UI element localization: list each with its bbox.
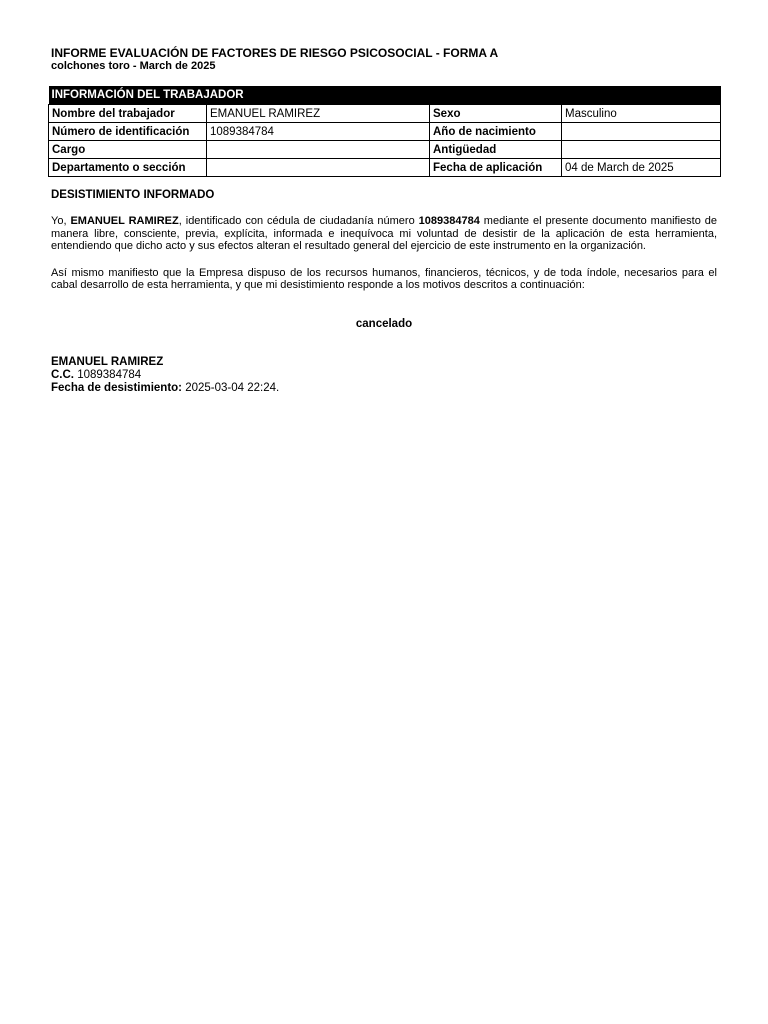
report-subtitle: colchones toro - March de 2025 xyxy=(51,60,216,72)
cc-label: C.C. xyxy=(51,368,74,381)
signature-id-line xyxy=(51,369,720,382)
row-label: Número de identificación xyxy=(49,123,207,141)
report-title: INFORME EVALUACIÓN DE FACTORES DE RIESGO PSICOSOCIAL - FORMA A xyxy=(51,46,499,60)
row-label: Año de nacimiento xyxy=(430,123,562,141)
withdrawal-title: DESISTIMIENTO INFORMADO xyxy=(51,189,215,201)
signature-name: EMANUEL RAMIREZ xyxy=(51,355,164,368)
withdrawal-reason: cancelado xyxy=(355,317,413,330)
withdrawal-paragraph-1 xyxy=(51,215,717,253)
row-label: Cargo xyxy=(49,141,207,159)
row-label: Departamento o sección xyxy=(49,159,207,177)
date-label: Fecha de desistimiento: xyxy=(51,381,183,394)
date-value: 2025-03-04 22:24. xyxy=(182,381,280,394)
table-row xyxy=(49,123,721,141)
worker-info-heading: INFORMACIÓN DEL TRABAJADOR xyxy=(49,86,721,105)
signature-date-line xyxy=(51,382,720,395)
withdrawal-paragraph-2: Así mismo manifiesto que la Empresa dispuso de los recursos humanos, financieros, técnicos, y de toda índole, necesarios para el cabal desarrollo de esta herramienta, y que mi desistimiento responde a los motivos descritos a continuación: xyxy=(51,266,717,291)
row-value: 1089384784 xyxy=(207,123,430,141)
p1-text-a: Yo, xyxy=(51,215,71,227)
row-label: Fecha de aplicación xyxy=(430,159,562,177)
p1-worker-name: EMANUEL RAMIREZ xyxy=(70,215,179,227)
table-row xyxy=(49,159,721,177)
report-page xyxy=(48,46,720,395)
row-label: Sexo xyxy=(430,105,562,123)
row-label: Nombre del trabajador xyxy=(49,105,207,123)
p1-text-b: , identificado con cédula de ciudadanía número xyxy=(178,215,419,227)
row-value xyxy=(207,141,430,159)
row-label: Antigüedad xyxy=(430,141,562,159)
p1-worker-id: 1089384784 xyxy=(418,215,480,227)
table-row xyxy=(49,141,721,159)
cc-value: 1089384784 xyxy=(74,368,142,381)
p1-text-c: mediante el presente documento manifiesto de manera libre, consciente, previa, explícita, informada e inequívoca mi voluntad de desistir de la aplicación de esta herramienta, entendiendo que dicho acto y sus efectos alteran el resultado general del ejercicio de este instrumento en la organización. xyxy=(51,215,718,252)
row-value: EMANUEL RAMIREZ xyxy=(207,105,430,123)
table-row xyxy=(49,105,721,123)
row-value xyxy=(207,159,430,177)
row-value xyxy=(562,141,721,159)
worker-info-table xyxy=(48,86,721,177)
row-value: 04 de March de 2025 xyxy=(562,159,721,177)
row-value xyxy=(562,123,721,141)
signature-block xyxy=(51,356,720,395)
row-value: Masculino xyxy=(562,105,721,123)
